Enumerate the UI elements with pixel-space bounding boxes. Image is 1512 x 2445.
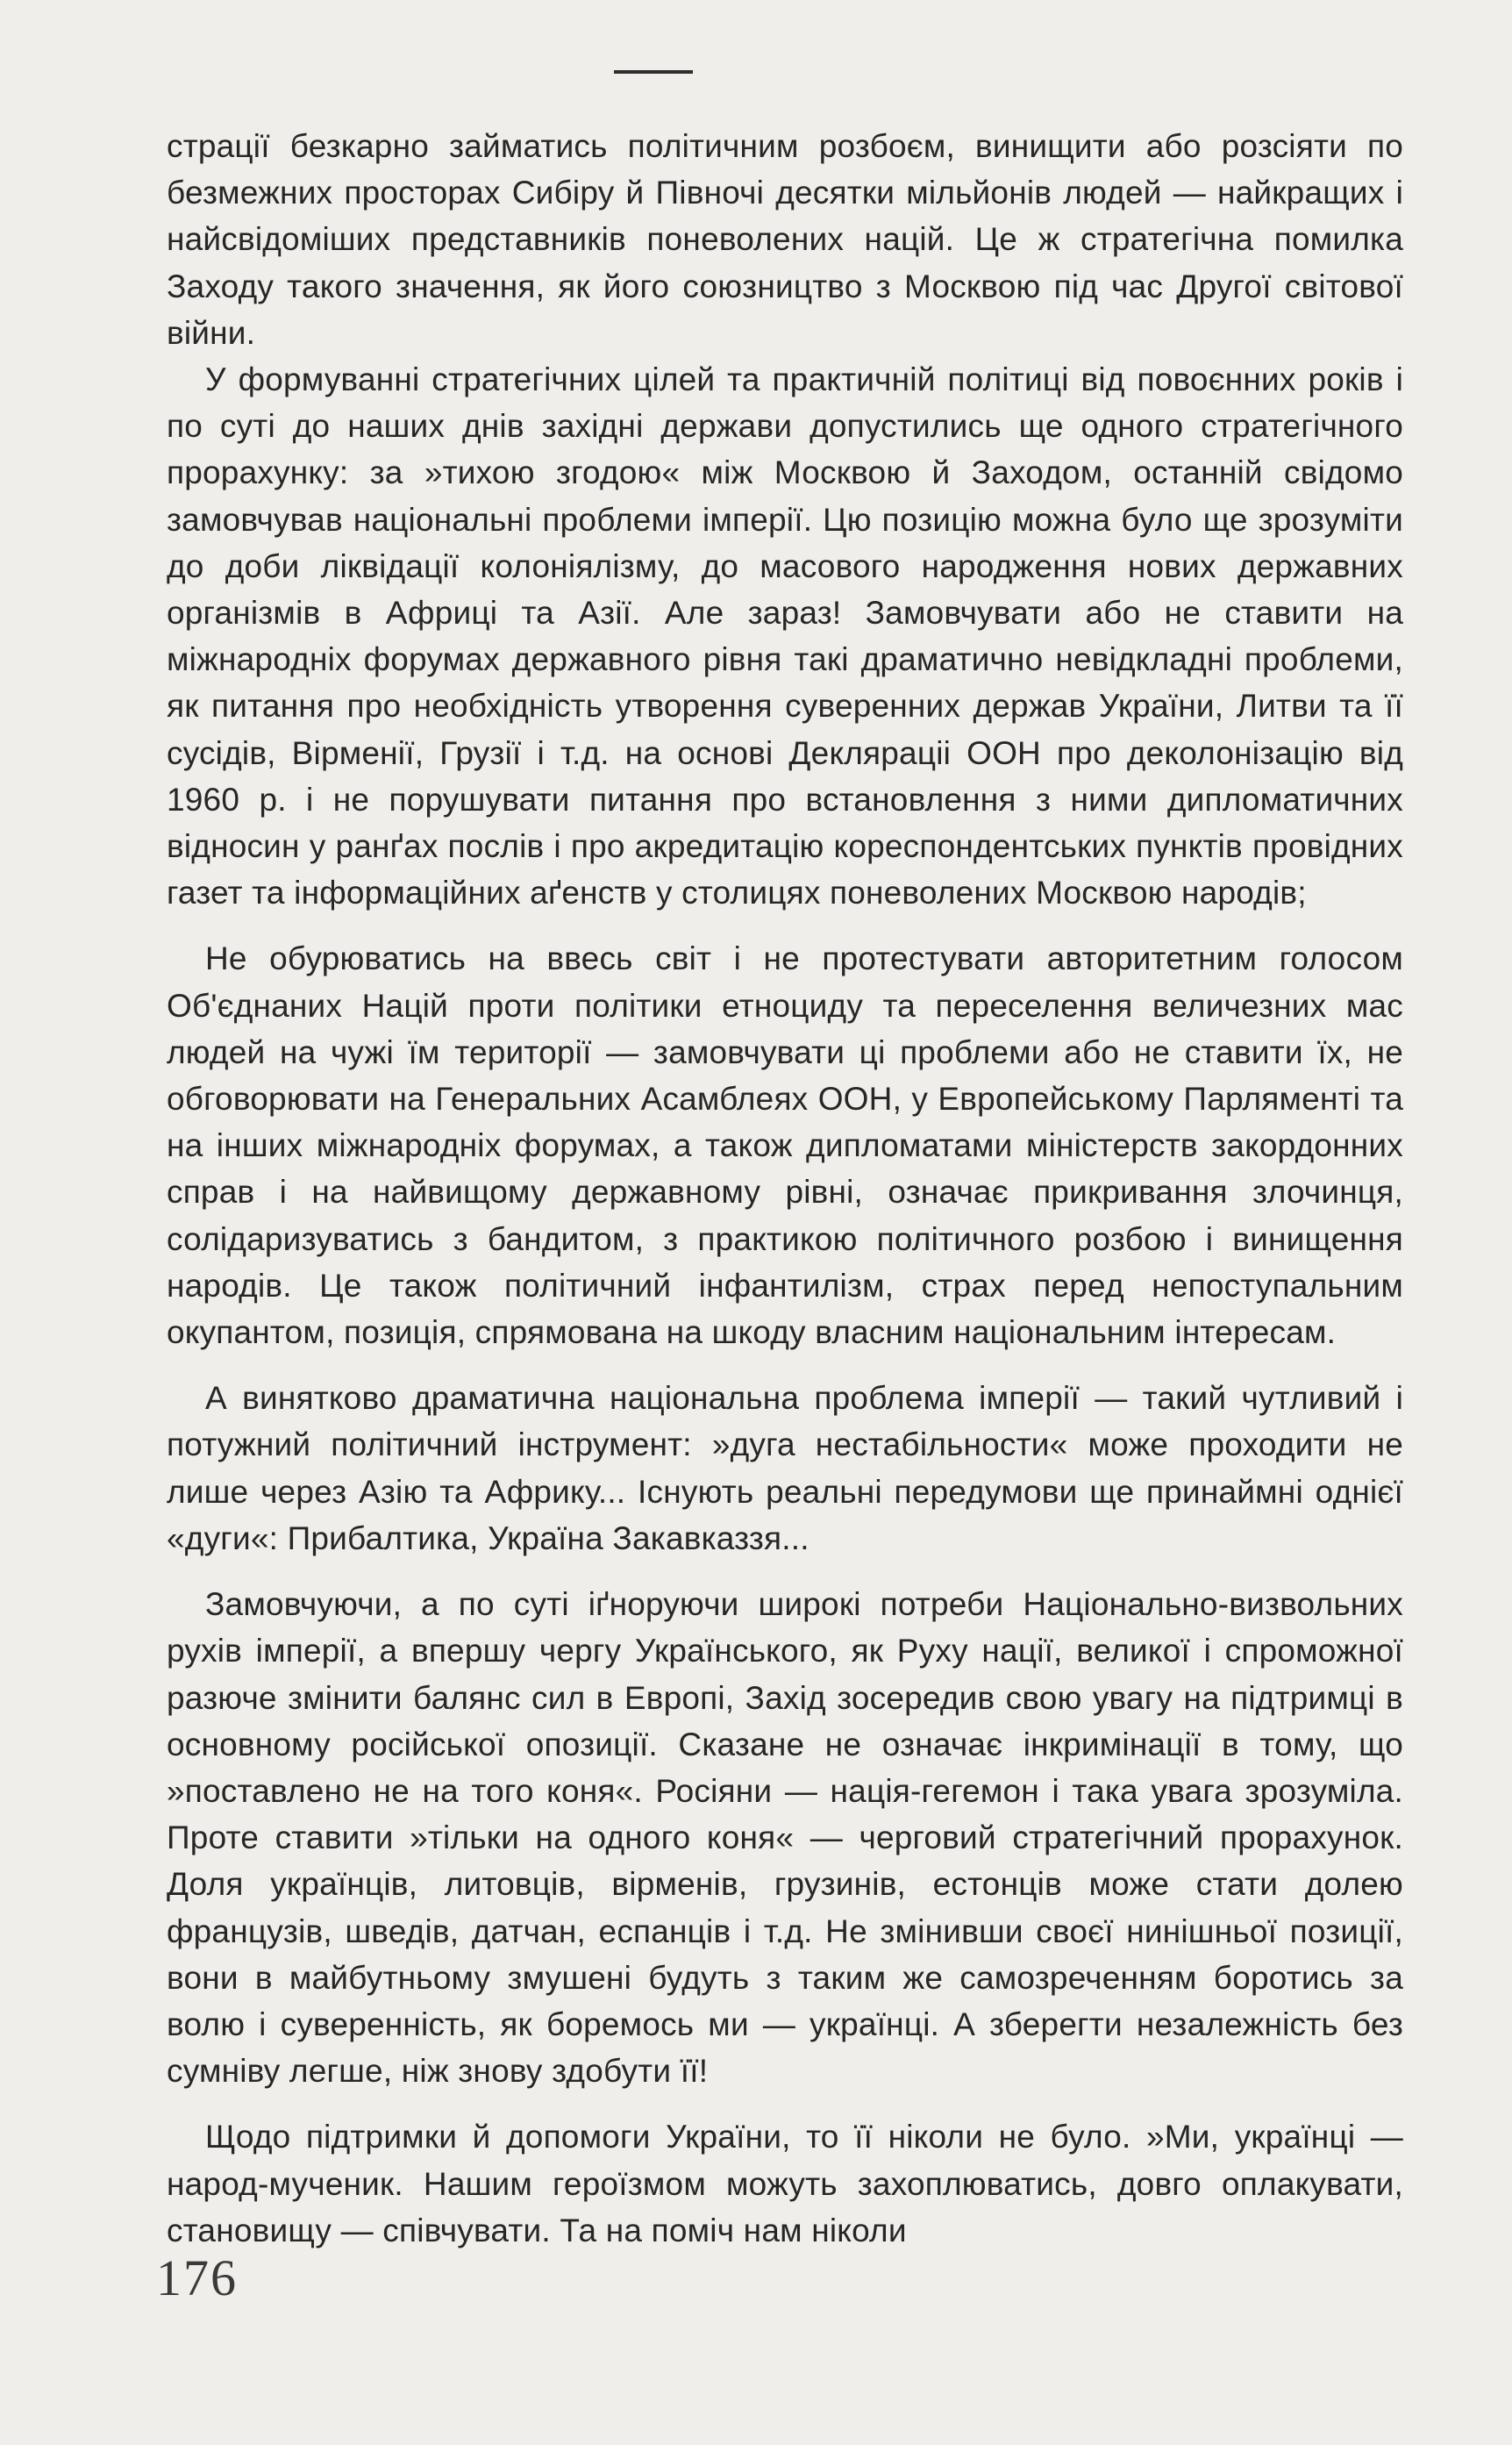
paragraph-6: Щодо підтримки й допомоги України, то її ніколи не було. »Ми, українці — народ-мученик. Нашим героїзмом можуть захоплюватись, довго оплакувати, становищу — співчувати. Та на поміч нам ніколи bbox=[167, 2119, 1403, 2248]
paragraph-3: Не обурюватись на ввесь світ і не протестувати авторитетним голосом Об'єднаних Націй проти політики етноциду та переселення величезних мас людей на чужі їм території — замовчувати ці проблеми або не ставити їх, не обговорювати на Генеральних Асамблеях ООН, у Европейському Парляменті та на інших міжнародніх форумах, а також дипломатами міністерств закордонних справ і на найвищому державному рівні, означає прикривання злочинця, солідаризуватись з бандитом, з практикою політичного розбою і винищення народів. Це також політичний інфантилізм, страх перед непоступальним окупантом, позиція, спрямована на шкоду власним національним інтересам. bbox=[167, 940, 1403, 1351]
paragraph-5: Замовчуючи, а по суті іґноруючи широкі потреби Національно-визвольних рухів імперії, а впершу чергу Українського, як Руху нації, великої і спроможної разюче змінити балянс сил в Европі, Захід зосередив свою увагу на підтримці в основному російської опозиції. Сказане не означає інкримінації в тому, що »поставлено не на того коня«. Росіяни — нація-гегемон і така увага зрозуміла. Проте ставити »тільки на одного коня« — черговий стратегічний прорахунок. Доля українців, литовців, вірменів, грузинів, естонців може стати долею французів, шведів, датчан, еспанців і т.д. Не змінивши своєї нинішньої позиції, вони в майбутньому змушені будуть з таким же самозреченням боротись за волю і суверенність, як боремось ми — українці. А зберегти незалежність без сумніву легше, ніж знову здобути її! bbox=[167, 1586, 1403, 2090]
header-rule bbox=[614, 70, 693, 74]
paragraph-1: страції безкарно займатись політичним розбоєм, винищити або розсіяти по безмежних просторах Сибіру й Півночі десятки мільйонів людей — найкращих і найсвідоміших представників поневолених націй. Це ж стратегічна помилка Заходу такого значення, як його союзництво з Москвою під час Другої світової війни. bbox=[167, 128, 1403, 351]
paragraph-4: А винятково драматична національна проблема імперії — такий чутливий і потужний політичний інструмент: »дуга нестабільности« може проходити не лише через Азію та Африку... Існують реальні передумови ще принаймні однієї «дуги«: Прибалтика, Україна Закавказзя... bbox=[167, 1380, 1403, 1556]
page-body bbox=[167, 123, 1403, 2254]
page-number: 176 bbox=[156, 2249, 238, 2306]
paragraph-2: У формуванні стратегічних цілей та практичній політиці від повоєнних років і по суті до наших днів західні держави допустились ще одного стратегічного прорахунку: за »тихою згодою« між Москвою й Заходом, останній свідомо замовчував національні проблеми імперії. Цю позицію можна було ще зрозуміти до доби ліквідації колоніялізму, до масового народження нових державних організмів в Африці та Азії. Але зараз! Замовчувати або не ставити на міжнародніх форумах державного рівня такі драматично невідкладні проблеми, як питання про необхідність утворення суверенних держав України, Литви та її сусідів, Вірменії, Грузії і т.д. на основі Декляраціі ООН про деколонізацію від 1960 р. і не порушувати питання про встановлення з ними дипломатичних відносин у ранґах послів і про акредитацію кореспондентських пунктів провідних газет та інформаційних аґенств у столицях поневолених Москвою народів; bbox=[167, 361, 1403, 912]
